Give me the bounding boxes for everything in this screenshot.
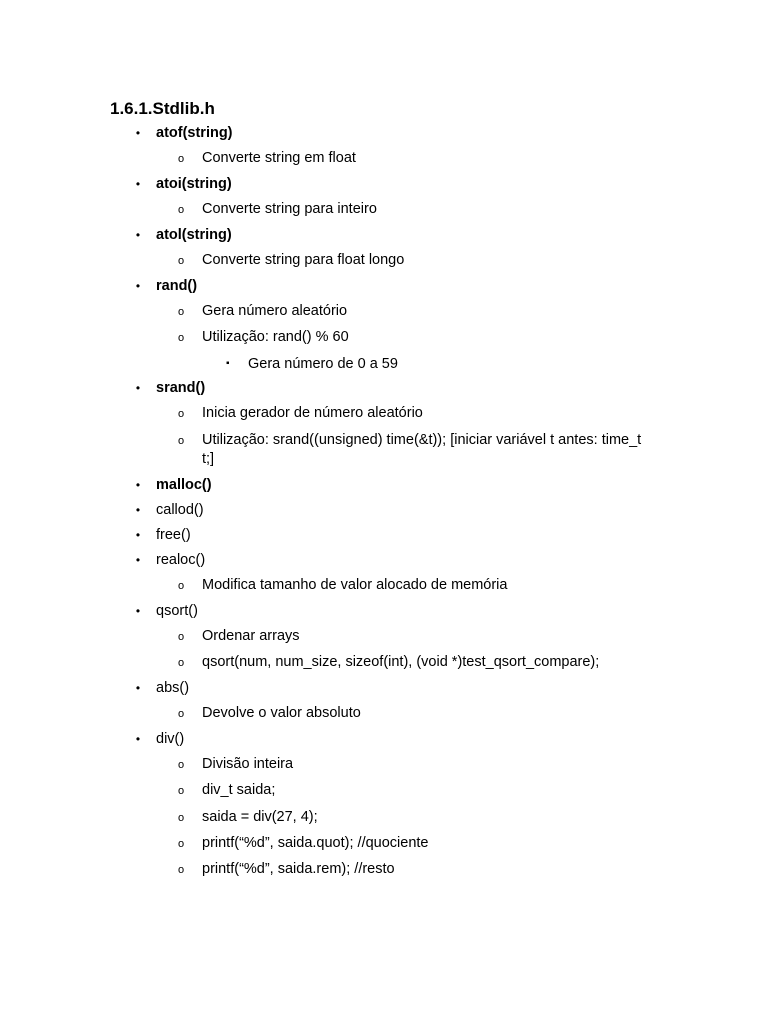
sub-list-item: [156, 834, 642, 854]
list-item: [0, 476, 768, 494]
list-item: [0, 730, 768, 879]
sub-item-text: Ordenar arrays: [202, 627, 300, 644]
sub-item-text: Divisão inteira: [202, 756, 294, 773]
nested-sub-list: [202, 355, 642, 373]
sub-list: [156, 251, 768, 271]
bullet-square: ▪: [226, 357, 230, 369]
sub-list-item: [156, 576, 642, 596]
sub-list-item: [156, 860, 642, 880]
function-name: atol(string): [156, 227, 232, 244]
section-heading: 1.6.1.Stdlib.h: [110, 99, 215, 118]
bullet-disc: •: [135, 527, 141, 542]
bullet-circle: o: [178, 864, 185, 877]
list-item: [0, 175, 768, 219]
function-name: rand(): [156, 278, 198, 295]
sub-item-text: Converte string para float longo: [202, 251, 405, 268]
sub-list-item: [156, 653, 642, 673]
function-name: srand(): [156, 380, 206, 397]
bullet-circle: o: [178, 785, 185, 798]
function-name: free(): [156, 526, 191, 543]
bullet-circle: o: [178, 203, 185, 216]
sub-list: [156, 149, 768, 169]
sub-item-text: Gera número aleatório: [202, 303, 348, 320]
bullet-disc: •: [135, 177, 141, 192]
sub-item-text: qsort(num, num_size, sizeof(int), (void *)test_qsort_compare);: [202, 653, 600, 670]
list-item: [0, 526, 768, 544]
bullet-circle: o: [178, 332, 185, 345]
bullet-circle: o: [178, 306, 185, 319]
sub-item-text: Inicia gerador de número aleatório: [202, 405, 423, 422]
sub-list-item: [156, 704, 642, 724]
bullet-disc: •: [135, 279, 141, 294]
bullet-circle: o: [178, 630, 185, 643]
sub-list-item: [156, 404, 642, 424]
sub-list: [156, 200, 768, 220]
list-item: [0, 379, 768, 469]
function-name: atof(string): [156, 125, 233, 141]
list-item: [0, 679, 768, 723]
function-name: atoi(string): [156, 176, 232, 193]
sub-list-item: [156, 302, 642, 322]
bullet-disc: •: [135, 732, 141, 747]
sub-list: [156, 576, 768, 596]
sub-list-item: [156, 627, 642, 647]
function-name: div(): [156, 731, 185, 748]
sub-list-item: [156, 251, 642, 271]
bullet-circle: o: [178, 811, 185, 824]
sub-item-text: saida = div(27, 4);: [202, 808, 318, 825]
list-item: [0, 501, 768, 519]
bullet-disc: •: [135, 681, 141, 696]
bullet-circle: o: [178, 759, 185, 772]
list-item: [0, 551, 768, 595]
sub-list-item: [156, 328, 642, 372]
bullet-circle: o: [178, 579, 185, 592]
sub-item-text: Converte string em float: [202, 149, 356, 166]
function-name: malloc(): [156, 477, 212, 494]
function-name: callod(): [156, 502, 204, 519]
sub-item-text: Utilização: srand((unsigned) time(&t)); [iniciar variável t antes: time_t t;]: [202, 431, 642, 468]
sub-list: [156, 302, 768, 373]
sub-item-text: Devolve o valor absoluto: [202, 705, 361, 722]
bullet-circle: o: [178, 656, 185, 669]
bullet-disc: •: [135, 478, 141, 493]
function-name: qsort(): [156, 602, 198, 619]
list-item: [0, 124, 768, 168]
bullet-disc: •: [135, 381, 141, 396]
sub-item-text: div_t saida;: [202, 782, 276, 799]
sub-list: [156, 404, 768, 469]
sub-list-item: [156, 755, 642, 775]
bullet-circle: o: [178, 152, 185, 165]
sub-list: [156, 627, 768, 673]
bullet-circle: o: [178, 838, 185, 851]
list-item: [0, 277, 768, 372]
nested-list-item: [202, 355, 642, 373]
sub-item-text: Modifica tamanho de valor alocado de memória: [202, 576, 508, 593]
sub-list: [156, 755, 768, 880]
sub-item-text: printf(“%d”, saida.rem); //resto: [202, 861, 395, 878]
nested-item-text: Gera número de 0 a 59: [248, 355, 398, 372]
bullet-disc: •: [135, 503, 141, 518]
sub-list-item: [156, 431, 642, 470]
bullet-circle: o: [178, 408, 185, 421]
sub-list: [156, 704, 768, 724]
function-name: realoc(): [156, 551, 206, 568]
bullet-disc: •: [135, 228, 141, 243]
bullet-circle: o: [178, 254, 185, 267]
function-name: abs(): [156, 680, 190, 697]
bullet-disc: •: [135, 126, 141, 140]
sub-list-item: [156, 781, 642, 801]
list-item: [0, 602, 768, 673]
sub-item-text: printf(“%d”, saida.quot); //quociente: [202, 835, 429, 852]
function-list: [0, 124, 768, 887]
bullet-circle: o: [178, 434, 185, 447]
sub-list-item: [156, 808, 642, 828]
sub-item-text: Utilização: rand() % 60: [202, 329, 349, 346]
bullet-disc: •: [135, 552, 141, 567]
bullet-circle: o: [178, 708, 185, 721]
sub-item-text: Converte string para inteiro: [202, 200, 377, 217]
list-item: [0, 226, 768, 270]
sub-list-item: [156, 200, 642, 220]
sub-list-item: [156, 149, 642, 169]
bullet-disc: •: [135, 603, 141, 618]
